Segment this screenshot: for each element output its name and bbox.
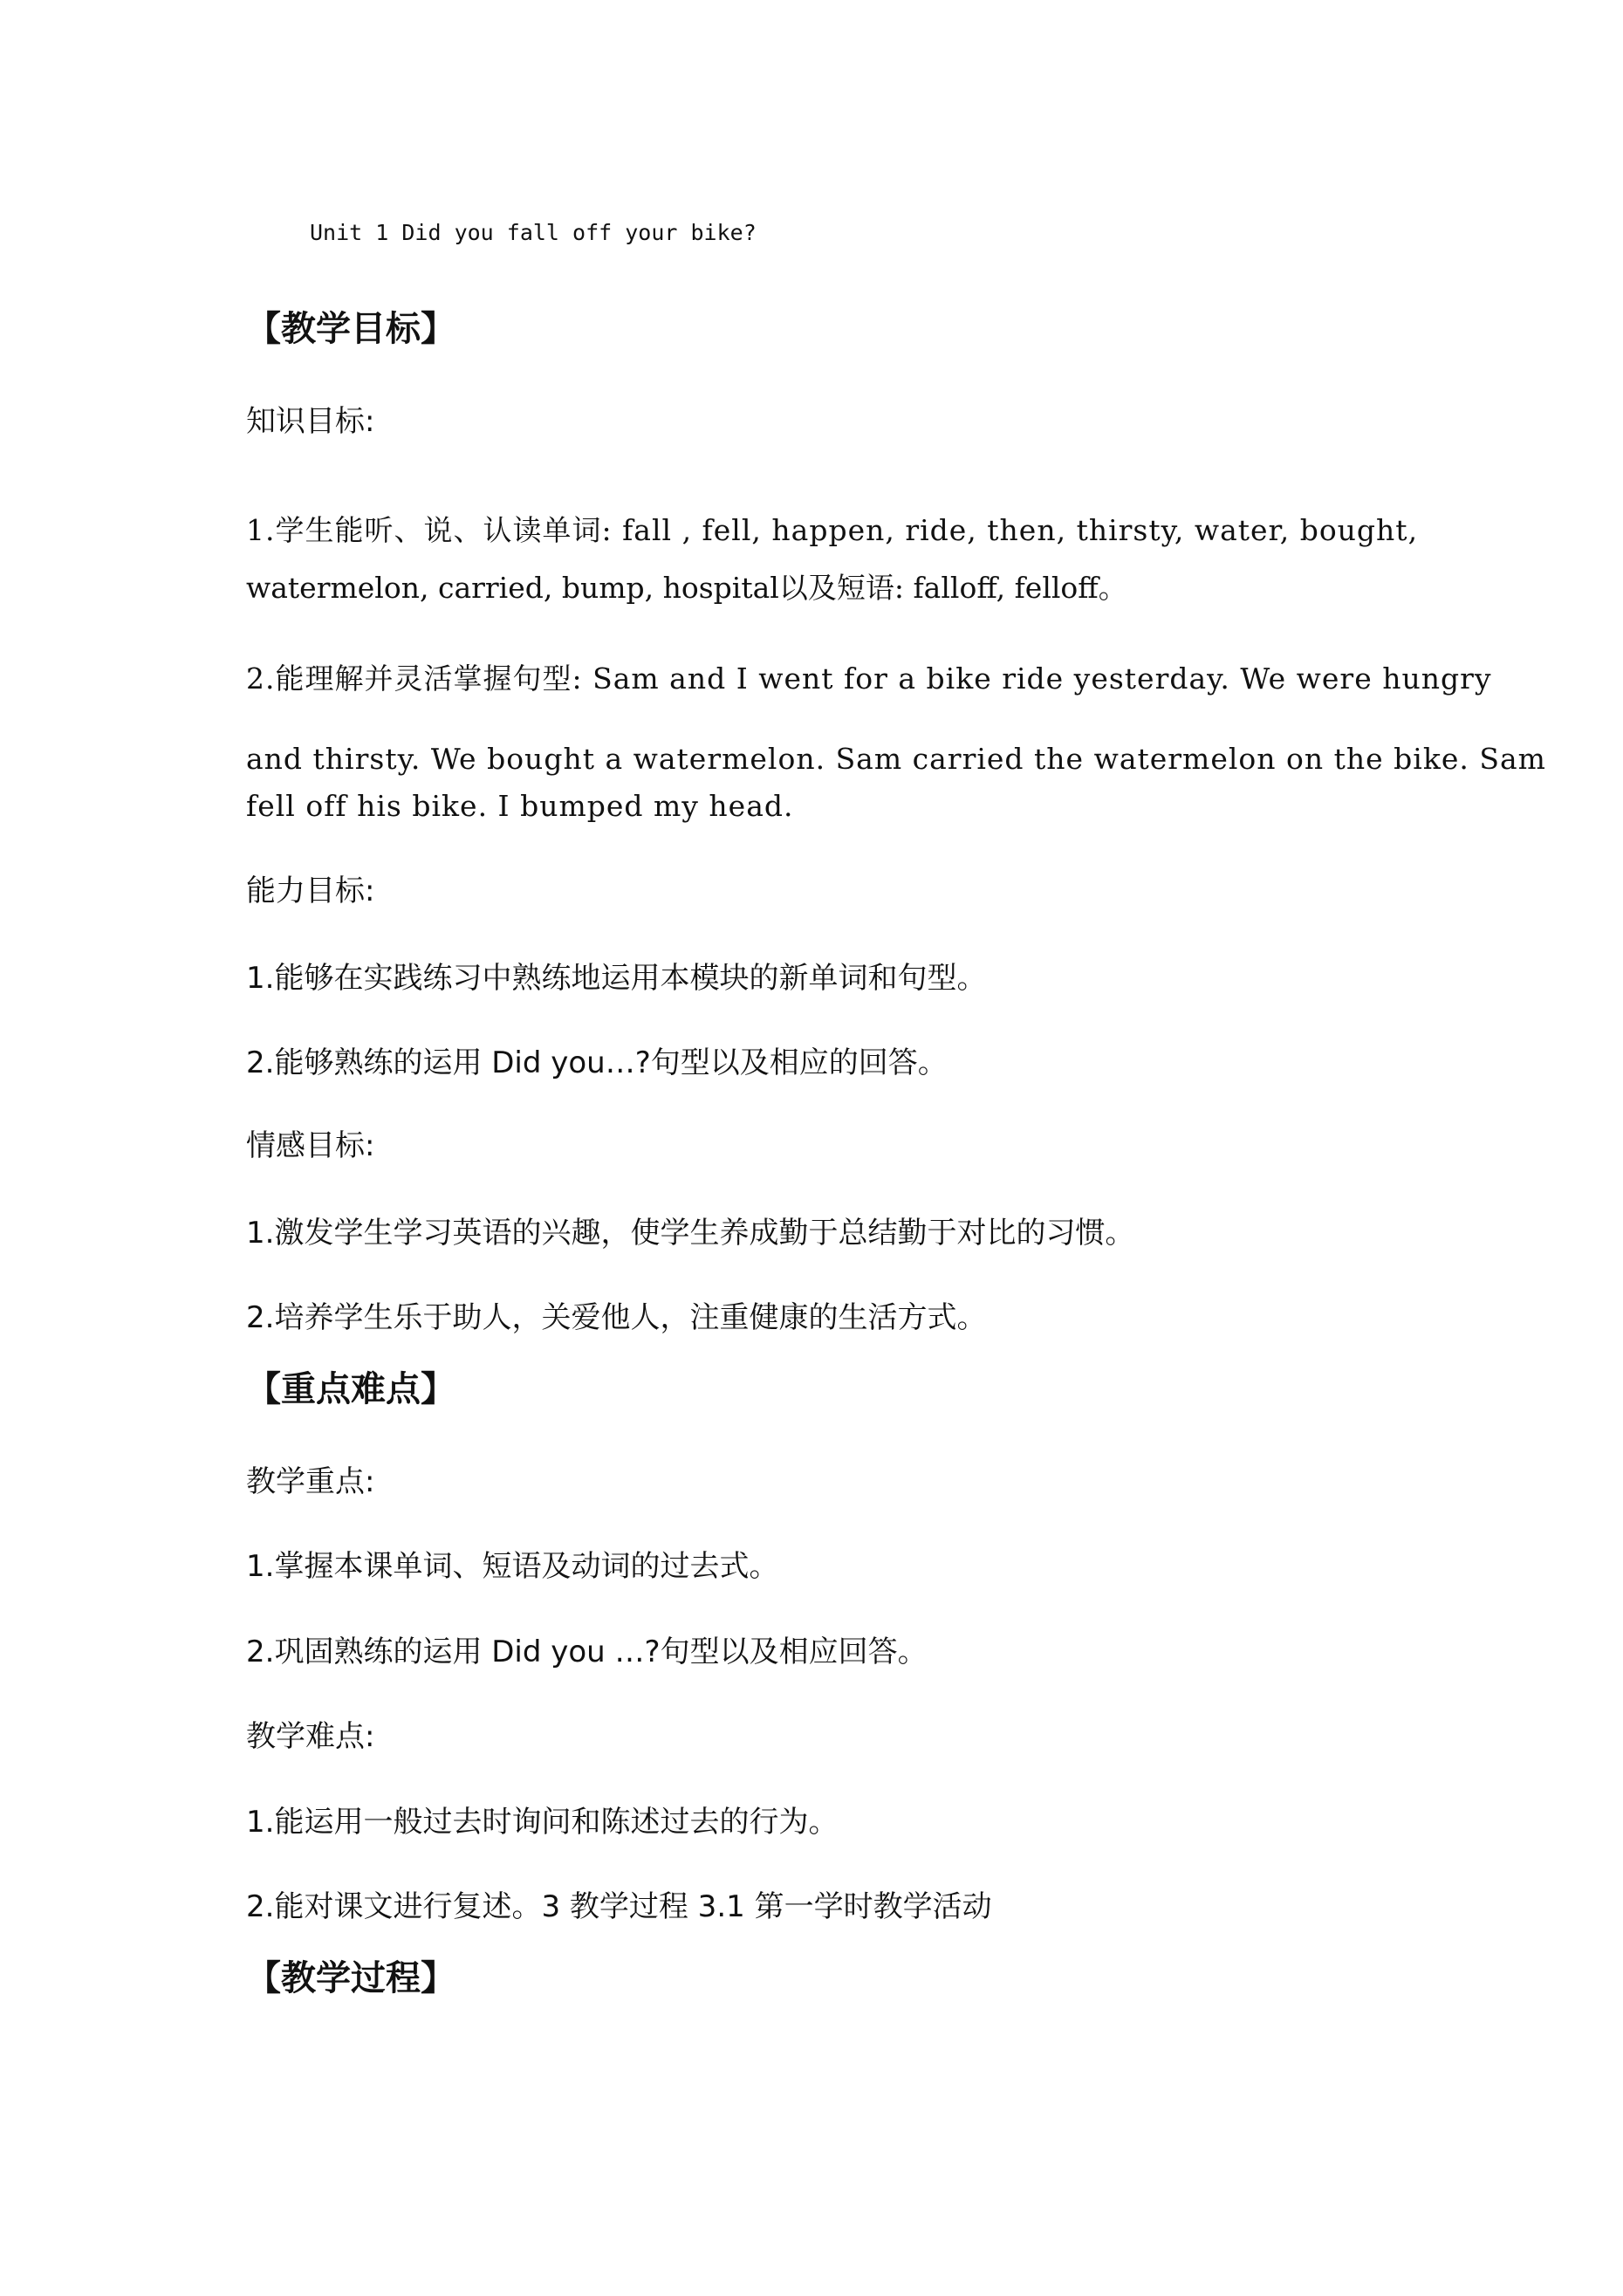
document-title: Unit 1 Did you fall off your bike? [310,220,757,245]
knowledge-item-1-line-1: 1.学生能听、说、认读单词: fall , fell, happen, ride, then, thirsty, water, bought, [246,513,1419,547]
emotion-item-2: 2.培养学生乐于助人，关爱他人，注重健康的生活方式。 [246,1300,987,1335]
teaching-focus-label: 教学重点: [246,1464,375,1499]
knowledge-item-2-line-2: and thirsty. We bought a watermelon. Sam carried the watermelon on the bike. Sam [246,742,1546,776]
emotion-item-1: 1.激发学生学习英语的兴趣，使学生养成勤于总结勤于对比的习惯。 [246,1216,1135,1251]
knowledge-item-1-line-2: watermelon, carried, bump, hospital以及短语: falloff, felloff。 [246,571,1127,605]
teaching-focus-item-2: 2.巩固熟练的运用 Did you …?句型以及相应回答。 [246,1635,928,1669]
teaching-difficulty-label: 教学难点: [246,1719,375,1754]
ability-objectives-label: 能力目标: [246,874,375,908]
knowledge-item-2-line-3: fell off his bike. I bumped my head. [246,789,794,823]
section-heading-key-points: 【重点难点】 [246,1369,455,1409]
emotion-objectives-label: 情感目标: [246,1128,375,1163]
section-heading-process: 【教学过程】 [246,1958,455,1998]
knowledge-item-2-line-1: 2.能理解并灵活掌握句型: Sam and I went for a bike ride yesterday. We were hungry [246,661,1492,696]
knowledge-objectives-label: 知识目标: [246,404,375,439]
teaching-difficulty-item-1: 1.能运用一般过去时询问和陈述过去的行为。 [246,1805,839,1840]
ability-item-1: 1.能够在实践练习中熟练地运用本模块的新单词和句型。 [246,961,987,996]
ability-item-2: 2.能够熟练的运用 Did you…?句型以及相应的回答。 [246,1045,948,1080]
teaching-difficulty-item-2: 2.能对课文进行复述。3 教学过程 3.1 第一学时教学活动 [246,1889,992,1924]
section-heading-objectives: 【教学目标】 [246,309,455,349]
teaching-focus-item-1: 1.掌握本课单词、短语及动词的过去式。 [246,1549,779,1584]
